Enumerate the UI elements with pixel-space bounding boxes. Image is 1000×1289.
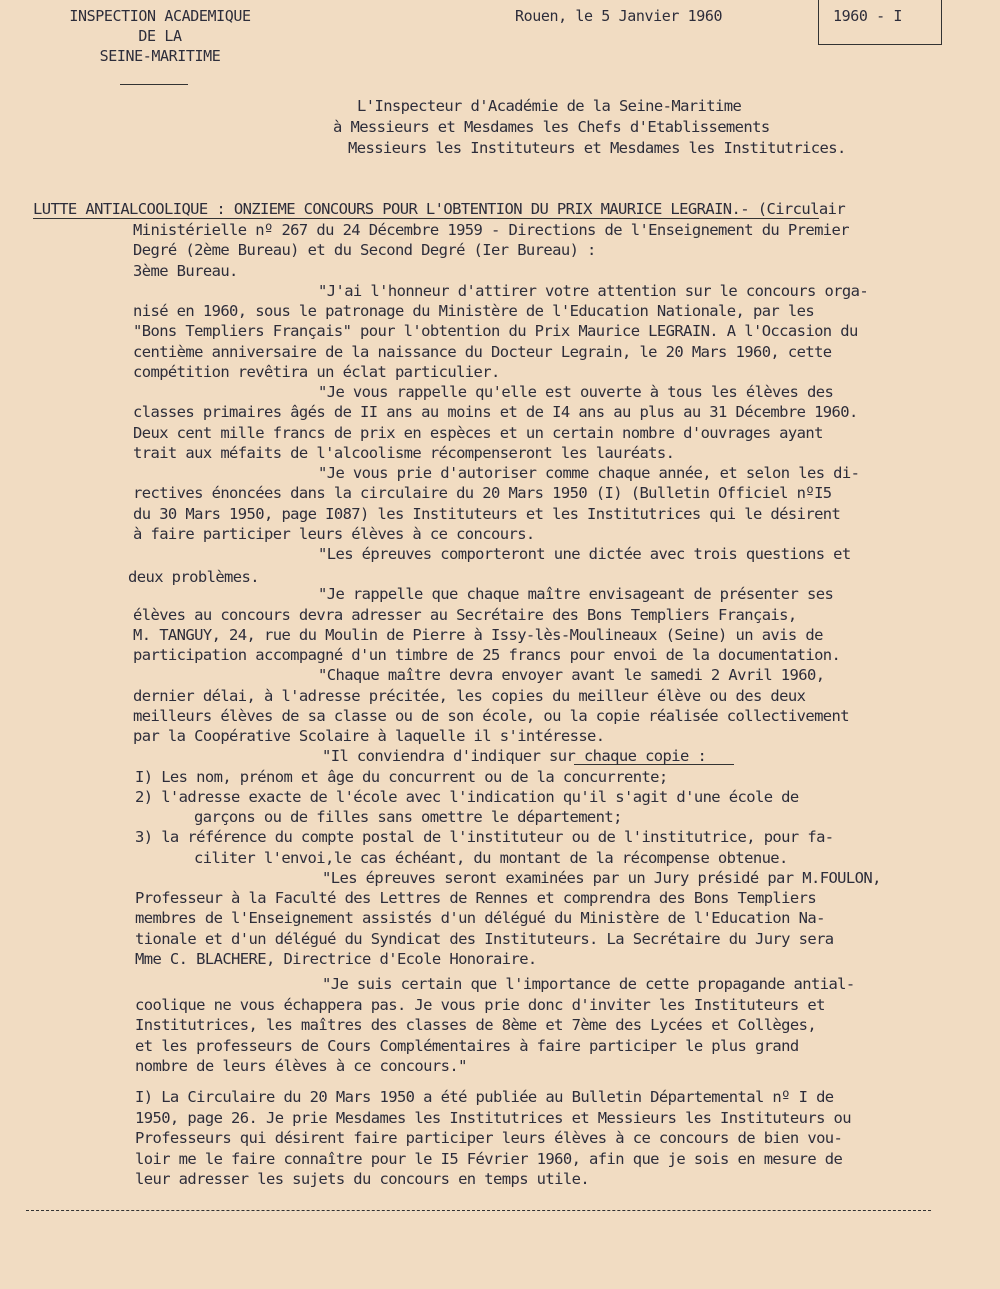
addressee-line-1: L'Inspecteur d'Académie de la Seine-Maritime xyxy=(357,97,742,115)
list-item-3: 3) la référence du compte postal de l'instituteur ou de l'institutrice, pour fa- xyxy=(135,828,834,846)
addressee-line-3: Messieurs les Instituteurs et Mesdames les Institutrices. xyxy=(348,139,846,157)
header-short-rule xyxy=(120,84,188,85)
body-line: "Chaque maître devra envoyer avant le samedi 2 Avril 1960, xyxy=(318,666,825,684)
body-line: "J'ai l'honneur d'attirer votre attention sur le concours orga- xyxy=(318,282,869,300)
body-line: participation accompagné d'un timbre de 25 francs pour envoi de la documentation. xyxy=(133,646,841,664)
body-line: rectives énoncées dans la circulaire du 20 Mars 1950 (I) (Bulletin Officiel nºI5 xyxy=(133,484,832,502)
body-line: "Bons Templiers Français" pour l'obtention du Prix Maurice LEGRAIN. A l'Occasion du xyxy=(133,322,858,340)
body-line: "Je suis certain que l'importance de cette propagande antial- xyxy=(322,975,855,993)
body-line: élèves au concours devra adresser au Secrétaire des Bons Templiers Français, xyxy=(133,606,797,624)
copy-underline xyxy=(574,764,734,765)
footer-dashed-rule xyxy=(26,1210,931,1211)
body-line: "Je rappelle que chaque maître envisageant de présenter ses xyxy=(318,585,834,603)
body-line: 3ème Bureau. xyxy=(133,262,238,280)
body-line: "Je vous rappelle qu'elle est ouverte à tous les élèves des xyxy=(318,383,834,401)
body-line: compétition revêtira un éclat particulier. xyxy=(133,363,500,381)
footnote-line: Professeurs qui désirent faire participer leurs élèves à ce concours de bien vou- xyxy=(135,1129,843,1147)
place-date: Rouen, le 5 Janvier 1960 xyxy=(515,7,723,25)
body-line: meilleurs élèves de sa classe ou de son école, ou la copie réalisée collectivement xyxy=(133,707,850,725)
body-line: Mme C. BLACHERE, Directrice d'Ecole Honoraire. xyxy=(135,950,537,968)
body-line: Degré (2ème Bureau) et du Second Degré (Ier Bureau) : xyxy=(133,241,596,259)
reference-number: 1960 - I xyxy=(833,7,903,25)
body-line: nombre de leurs élèves à ce concours." xyxy=(135,1057,467,1075)
subject-underline xyxy=(33,218,819,219)
body-line: Deux cent mille francs de prix en espèces et un certain nombre d'ouvrages ayant xyxy=(133,424,823,442)
body-line: classes primaires âgés de II ans au moins et de I4 ans au plus au 31 Décembre 1960. xyxy=(133,403,858,421)
subject-line: LUTTE ANTIALCOOLIQUE : ONZIEME CONCOURS POUR L'OBTENTION DU PRIX MAURICE LEGRAIN.- (Circulair xyxy=(33,200,846,218)
body-line: dernier délai, à l'adresse précitée, les copies du meilleur élève ou des deux xyxy=(133,687,806,705)
body-line: "Les épreuves seront examinées par un Jury présidé par M.FOULON, xyxy=(322,869,881,887)
body-line: Institutrices, les maîtres des classes de 8ème et 7ème des Lycées et Collèges, xyxy=(135,1016,817,1034)
body-line: par la Coopérative Scolaire à laquelle il s'intéresse. xyxy=(133,727,605,745)
org-line-1: INSPECTION ACADEMIQUE xyxy=(69,7,251,25)
body-line: du 30 Mars 1950, page I087) les Instituteurs et les Institutrices qui le désirent xyxy=(133,505,841,523)
org-line-3: SEINE-MARITIME xyxy=(99,47,221,65)
footnote-line: loir me le faire connaître pour le I5 Février 1960, afin que je sois en mesure de xyxy=(135,1150,843,1168)
body-line: deux problèmes. xyxy=(128,568,259,586)
body-line: Ministérielle nº 267 du 24 Décembre 1959 - Directions de l'Enseignement du Premier xyxy=(133,221,850,239)
body-line: à faire participer leurs élèves à ce concours. xyxy=(133,525,535,543)
org-line-2: DE LA xyxy=(138,27,182,45)
body-line: tionale et d'un délégué du Syndicat des Instituteurs. La Secrétaire du Jury sera xyxy=(135,930,834,948)
list-item-2-cont: garçons ou de filles sans omettre le département; xyxy=(194,808,622,826)
body-line: coolique ne vous échappera pas. Je vous prie donc d'inviter les Instituteurs et xyxy=(135,996,825,1014)
body-line: centième anniversaire de la naissance du Docteur Legrain, le 20 Mars 1960, cette xyxy=(133,343,832,361)
addressee-line-2: à Messieurs et Mesdames les Chefs d'Etablissements xyxy=(333,118,770,136)
body-line: "Je vous prie d'autoriser comme chaque année, et selon les di- xyxy=(318,464,860,482)
body-line: "Il conviendra d'indiquer sur chaque copie : xyxy=(322,747,707,765)
footnote-line: 1950, page 26. Je prie Mesdames les Institutrices et Messieurs les Instituteurs ou xyxy=(135,1109,852,1127)
footnote-line: I) La Circulaire du 20 Mars 1950 a été publiée au Bulletin Départemental nº I de xyxy=(135,1088,834,1106)
body-line: trait aux méfaits de l'alcoolisme récompenseront les lauréats. xyxy=(133,444,675,462)
body-line: Professeur à la Faculté des Lettres de Rennes et comprendra des Bons Templiers xyxy=(135,889,817,907)
footnote-line: leur adresser les sujets du concours en temps utile. xyxy=(135,1170,590,1188)
body-line: membres de l'Enseignement assistés d'un délégué du Ministère de l'Education Na- xyxy=(135,909,825,927)
body-line: M. TANGUY, 24, rue du Moulin de Pierre à Issy-lès-Moulineaux (Seine) un avis de xyxy=(133,626,823,644)
list-item-2: 2) l'adresse exacte de l'école avec l'indication qu'il s'agit d'une école de xyxy=(135,788,799,806)
list-item-1: I) Les nom, prénom et âge du concurrent ou de la concurrente; xyxy=(135,768,668,786)
body-line: et les professeurs de Cours Complémentaires à faire participer le plus grand xyxy=(135,1037,799,1055)
list-item-3-cont: ciliter l'envoi,le cas échéant, du montant de la récompense obtenue. xyxy=(194,849,788,867)
body-line: "Les épreuves comporteront une dictée avec trois questions et xyxy=(318,545,851,563)
body-line: nisé en 1960, sous le patronage du Ministère de l'Education Nationale, par les xyxy=(133,302,815,320)
